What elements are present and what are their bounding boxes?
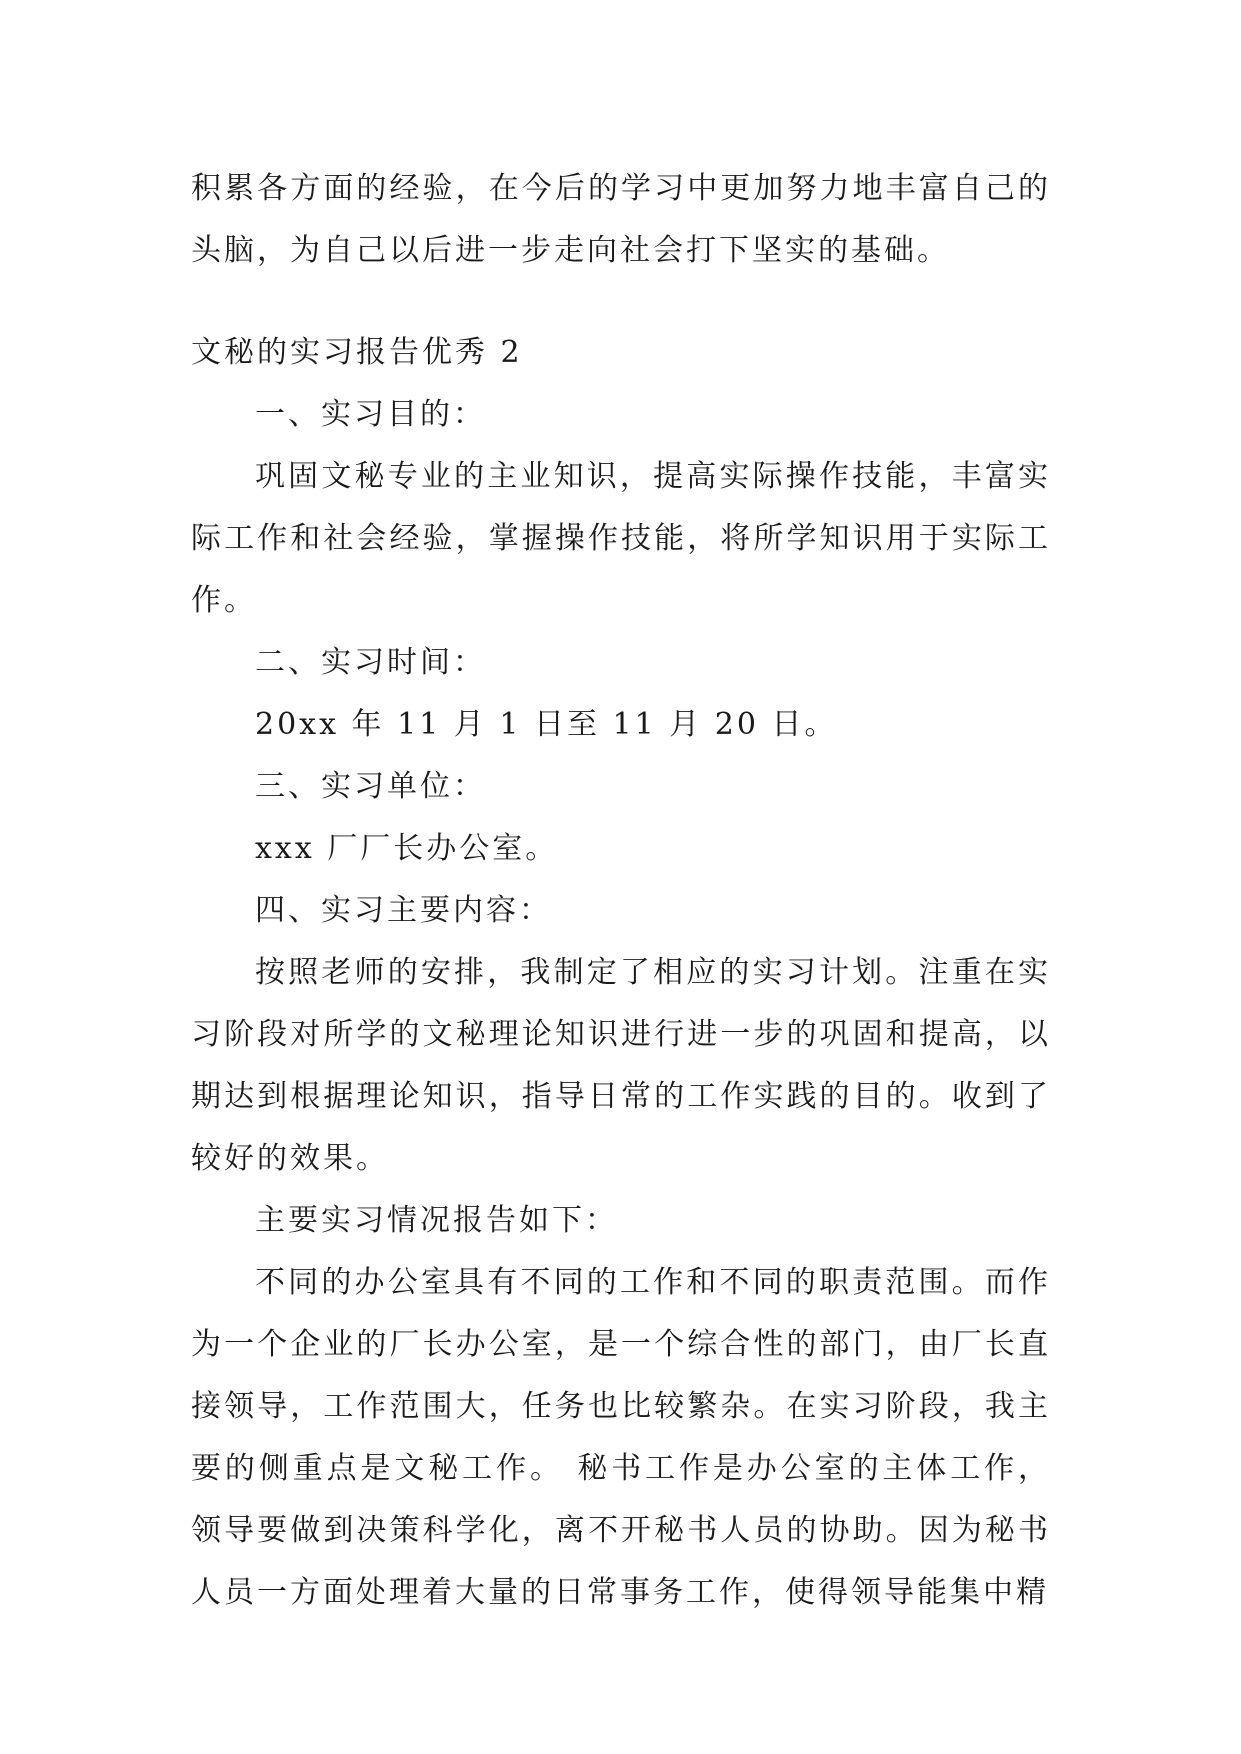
paragraph-unit: xxx 厂厂长办公室。	[255, 831, 559, 866]
paragraph-office: 不同的办公室具有不同的工作和不同的职责范围。而作为一个企业的厂长办公室，是一个综合性的部门，由厂长直接领导，工作范围大，任务也比较繁杂。在实习阶段，我主要的侧重点是文秘工作。 秘书工作是办公室的主体工作，领导要做到决策科学化，离不开秘书人员的协助。因为秘书人员一方面处理着大量的日常事务工作，使得领导能集中精	[191, 1265, 1051, 1610]
paragraph-time: 20xx 年 11 月 1 日至 11 月 20 日。	[255, 707, 838, 742]
heading-purpose: 一、实习目的：	[255, 397, 486, 432]
paragraph-report-intro: 主要实习情况报告如下：	[255, 1203, 618, 1238]
document-body	[191, 158, 1051, 1624]
paragraph-purpose: 巩固文秘专业的主业知识，提高实际操作技能，丰富实际工作和社会经验，掌握操作技能，将所学知识用于实际工作。	[191, 459, 1051, 618]
heading-unit: 三、实习单位：	[255, 769, 486, 804]
section-title: 文秘的实习报告优秀 2	[191, 335, 523, 370]
heading-content: 四、实习主要内容：	[255, 893, 552, 928]
paragraph-gap	[191, 282, 1051, 322]
heading-time: 二、实习时间：	[255, 645, 486, 680]
paragraph-content: 按照老师的安排，我制定了相应的实习计划。注重在实习阶段对所学的文秘理论知识进行进一步的巩固和提高，以期达到根据理论知识，指导日常的工作实践的目的。收到了较好的效果。	[191, 955, 1051, 1176]
paragraph-intro: 积累各方面的经验，在今后的学习中更加努力地丰富自己的头脑，为自己以后进一步走向社会打下坚实的基础。	[191, 171, 1051, 268]
